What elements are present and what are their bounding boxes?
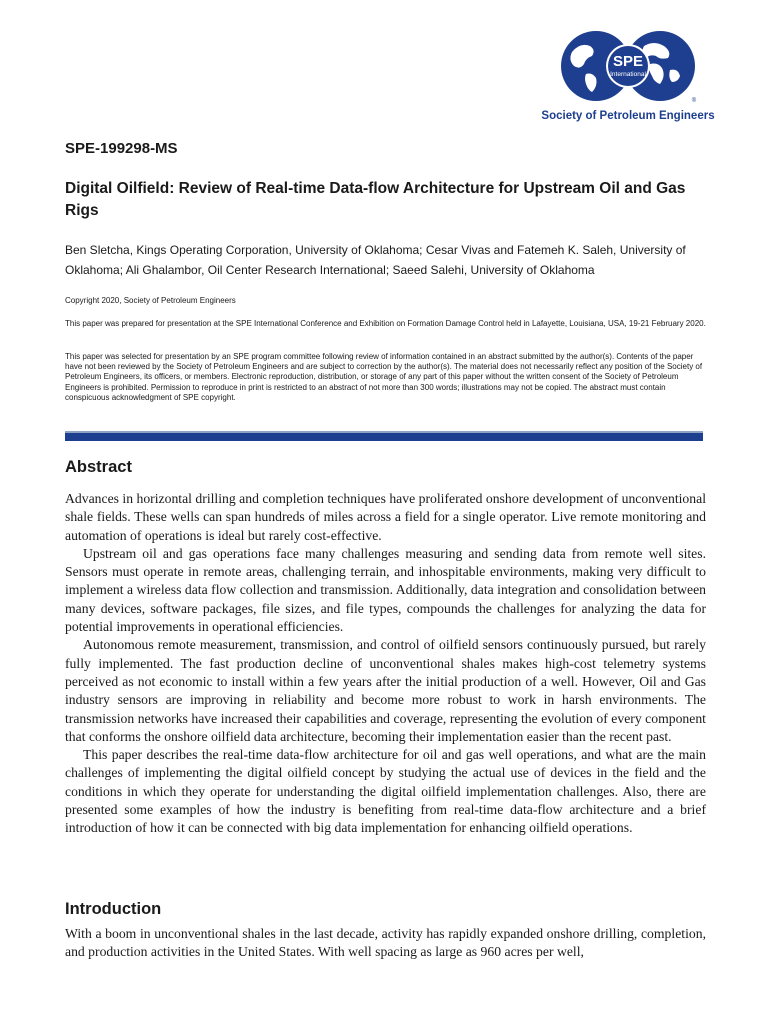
- abstract-paragraph: Upstream oil and gas operations face many challenges measuring and sending data from remote well sites. Sensors must operate in remote areas, challenging terrain, and inhospitable environments, making very difficult to implement a wireless data flow collection and transmission. Additionally, data integration and consolidation between many devices, software packages, file sizes, and file types, compounds the challenges for analyzing the data for potential improvements in operational efficiencies.: [65, 545, 706, 635]
- header-rule-bar: [65, 433, 703, 441]
- introduction-body: [65, 925, 706, 962]
- abstract-heading: Abstract: [65, 458, 132, 476]
- logo-international-text: International: [610, 71, 646, 78]
- copyright-note: Copyright 2020, Society of Petroleum Engineers: [65, 296, 236, 305]
- paper-title: Digital Oilfield: Review of Real-time Data-flow Architecture for Upstream Oil and Gas Rigs: [65, 180, 686, 219]
- introduction-heading: Introduction: [65, 900, 162, 918]
- logo-org-name: Society of Petroleum Engineers: [541, 110, 715, 122]
- introduction-paragraph: With a boom in unconventional shales in the last decade, activity has rapidly expanded onshore drilling, completion, and production activities in the United States. With well spacing as large as 960 acres per well,: [65, 926, 706, 960]
- abstract-body: [65, 490, 706, 838]
- logo-spe-text: SPE: [612, 53, 644, 70]
- globe-icon: [558, 30, 698, 110]
- abstract-paragraph: Advances in horizontal drilling and completion techniques have proliferated onshore development of unconventional shale fields. These wells can span hundreds of miles across a field for a single operator. Live remote monitoring and automation of operations is ideal but rarely cost-effective.: [65, 491, 706, 543]
- paper-authors: Ben Sletcha, Kings Operating Corporation, University of Oklahoma; Cesar Vivas and Fatemeh K. Saleh, University of Oklahoma; Ali Ghalambor, Oil Center Research International; Saeed Salehi, University of Oklahoma: [65, 243, 686, 277]
- abstract-paragraph: This paper describes the real-time data-flow architecture for oil and gas well operations, and what are the main challenges of implementing the digital oilfield concept by studying the actual use of devices in the field and the conditions in which they operate for understanding the digital oilfield implementation challenges. Also, there are presented some examples of how the industry is benefiting from real-time data-flow architecture and a brief introduction of how it can be connected with big data implementation for enhancing oilfield operations.: [65, 747, 706, 836]
- selection-note: This paper was selected for presentation by an SPE program committee following review of information contained in an abstract submitted by the author(s). Contents of the paper have not been reviewed by the Society of Petroleum Engineers and are subject to correction by the author(s). The material does not necessarily reflect any position of the Society of Petroleum Engineers, its officers, or members. Electronic reproduction, distribution, or storage of any part of this paper without the written consent of the Society of Petroleum Engineers is prohibited. Permission to reproduce in print is restricted to an abstract of not more than 300 words; illustrations may not be copied. The abstract must contain conspicuous acknowledgment of SPE copyright.: [65, 352, 703, 402]
- paper-id: SPE-199298-MS: [65, 140, 178, 157]
- svg-text:®: ®: [691, 98, 697, 104]
- spe-logo: [538, 30, 718, 126]
- presentation-note: This paper was prepared for presentation at the SPE International Conference and Exhibition on Formation Damage Control held in Lafayette, Louisiana, USA, 19-21 February 2020.: [65, 319, 706, 328]
- abstract-paragraph: Autonomous remote measurement, transmission, and control of oilfield sensors continuously pursued, but rarely fully implemented. The fast production decline of unconventional shales makes high-cost telemetry systems perceived as not economic to install within a few years after the initial production of a well. However, Oil and Gas industry sensors are improving in reliability and become more robust to work in harsh environments. The transmission networks have increased their capabilities and coverage, representing the evolution of every component that conforms the onshore oilfield data architecture, becoming their implementation easier than the recent past.: [65, 637, 706, 744]
